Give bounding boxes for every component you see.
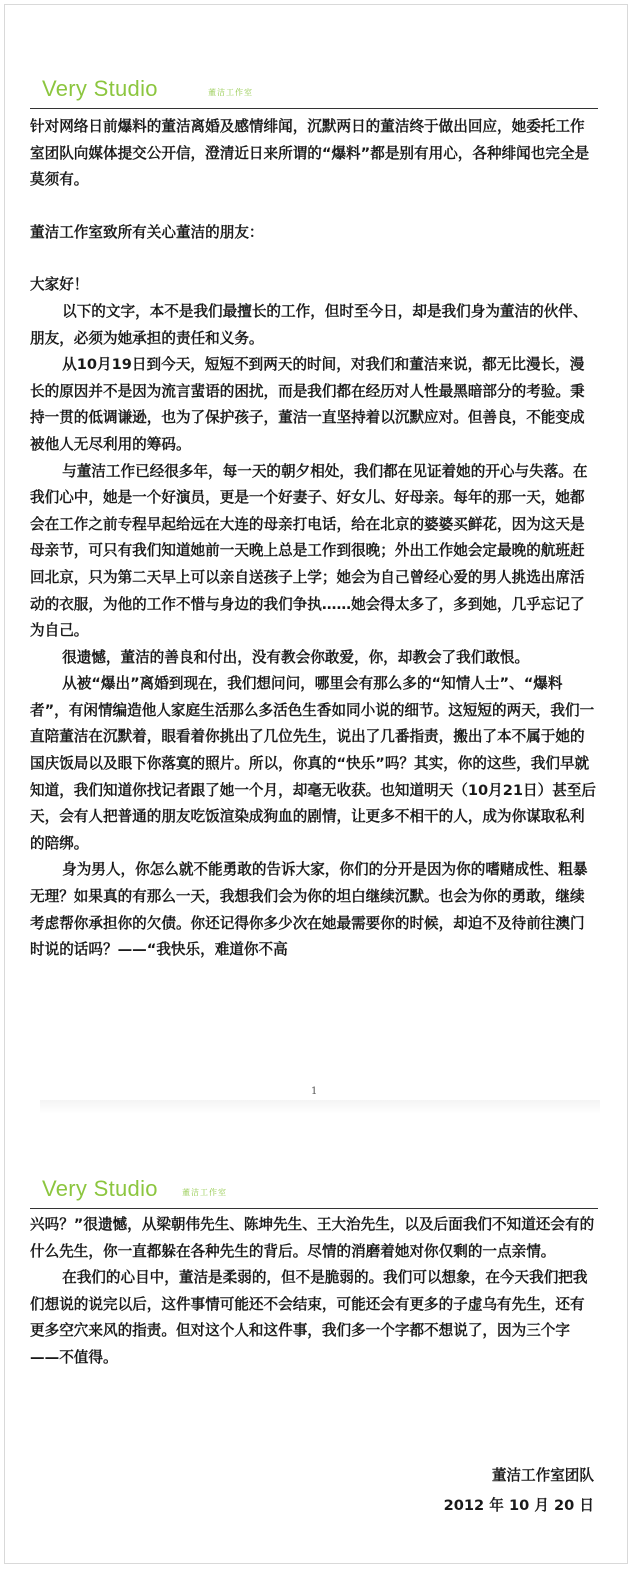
salutation: 董洁工作室致所有关心董洁的朋友： bbox=[30, 223, 264, 241]
studio-logo: Very Studio bbox=[42, 1176, 158, 1201]
intro-paragraph: 针对网络日前爆料的董洁离婚及感情绯闻，沉默两日的董洁终于做出回应，她委托工作室团队向媒体提交公开信，澄清近日来所谓的“爆料”都是别有用心，各种绯闻也完全是莫须有。 bbox=[30, 118, 590, 189]
studio-logo-subtitle: 董洁工作室 bbox=[208, 88, 253, 97]
letter-paragraph: 身为男人，你怎么就不能勇敢的告诉大家，你们的分开是因为你的嗜赌成性、粗暴无理？如果真的有那么一天，我想我们会为你的坦白继续沉默。也会为你的勇敢，继续考虑帮你承担你的欠债。你还记得你多少次在她最需要你的时候，却迫不及待前往澳门时说的话吗？——“我快乐，难道你不高 bbox=[30, 861, 588, 959]
letter-paragraph: 与董洁工作已经很多年，每一天的朝夕相处，我们都在见证着她的开心与失落。在我们心中，她是一个好演员，更是一个好妻子、好女儿、好母亲。每年的那一天，她都会在工作之前专程早起给远在大连的母亲打电话，给在北京的婆婆买鲜花，因为这天是母亲节，可只有我们知道她前一天晚上总是工作到很晚；外出工作她会定最晚的航班赶回北京，只为第二天早上可以亲自送孩子上学；她会为自己曾经心爱的男人挑选出席活动的衣服，为他的工作不惜与身边的我们争执……她会得太多了，多到她，几乎忘记了为自己。 bbox=[30, 462, 588, 640]
page-number: 1 bbox=[311, 1086, 318, 1097]
letter-body bbox=[30, 114, 596, 964]
studio-logo: Very Studio bbox=[42, 76, 158, 101]
page-shadow bbox=[40, 1100, 600, 1114]
letter-paragraph: 从被“爆出”离婚到现在，我们想问问，哪里会有那么多的“知情人士”、“爆料者”，有闲情编造他人家庭生活那么多活色生香如同小说的细节。这短短的两天，我们一直陪董洁在沉默着，眼看着你挑出了几位先生，说出了几番指责，搬出了本不属于她的国庆饭局以及眼下你落寞的照片。所以，你真的“快乐”吗？其实，你的这些，我们早就知道，我们知道你找记者跟了她一个月，却毫无收获。也知道明天（10月21日）甚至后天，会有人把普通的朋友吃饭渲染成狗血的剧情，让更多不相干的人，成为你谋取私利的陪绑。 bbox=[30, 675, 596, 852]
studio-header bbox=[30, 1168, 598, 1209]
letter-paragraph: 兴吗？”很遗憾，从梁朝伟先生、陈坤先生、王大治先生，以及后面我们不知道还会有的什么先生，你一直都躲在各种先生的背后。尽情的消磨着她对你仅剩的一点亲情。 bbox=[30, 1216, 595, 1260]
letter-paragraph: 很遗憾，董洁的善良和付出，没有教会你敢爱，你，却教会了我们敢恨。 bbox=[62, 648, 530, 666]
letter-paragraph: 在我们的心目中，董洁是柔弱的，但不是脆弱的。我们可以想象，在今天我们把我们想说的说完以后，这件事情可能还不会结束，可能还会有更多的子虚乌有先生，还有更多空穴来风的指责。但对这个人和这件事，我们多一个字都不想说了，因为三个字——不值得。 bbox=[30, 1269, 588, 1366]
studio-header bbox=[30, 68, 598, 109]
signature-date: 2012 年 10 月 20 日 bbox=[443, 1497, 594, 1514]
signature: 董洁工作室团队 bbox=[491, 1467, 594, 1484]
letter-body bbox=[30, 1212, 596, 1372]
studio-logo-subtitle: 董洁工作室 bbox=[182, 1188, 227, 1197]
greeting: 大家好！ bbox=[30, 276, 89, 294]
letter-paragraph: 以下的文字，本不是我们最擅长的工作，但时至今日，却是我们身为董洁的伙伴、朋友，必须为她承担的责任和义务。 bbox=[30, 302, 588, 347]
letter-paragraph: 从10月19日到今天，短短不到两天的时间，对我们和董洁来说，都无比漫长，漫长的原因并不是因为流言蜚语的困扰，而是我们都在经历对人性最黑暗部分的考验。秉持一贯的低调谦逊，也为了保护孩子，董洁一直坚持着以沉默应对。但善良，不能变成被他人无尽利用的筹码。 bbox=[30, 356, 585, 453]
